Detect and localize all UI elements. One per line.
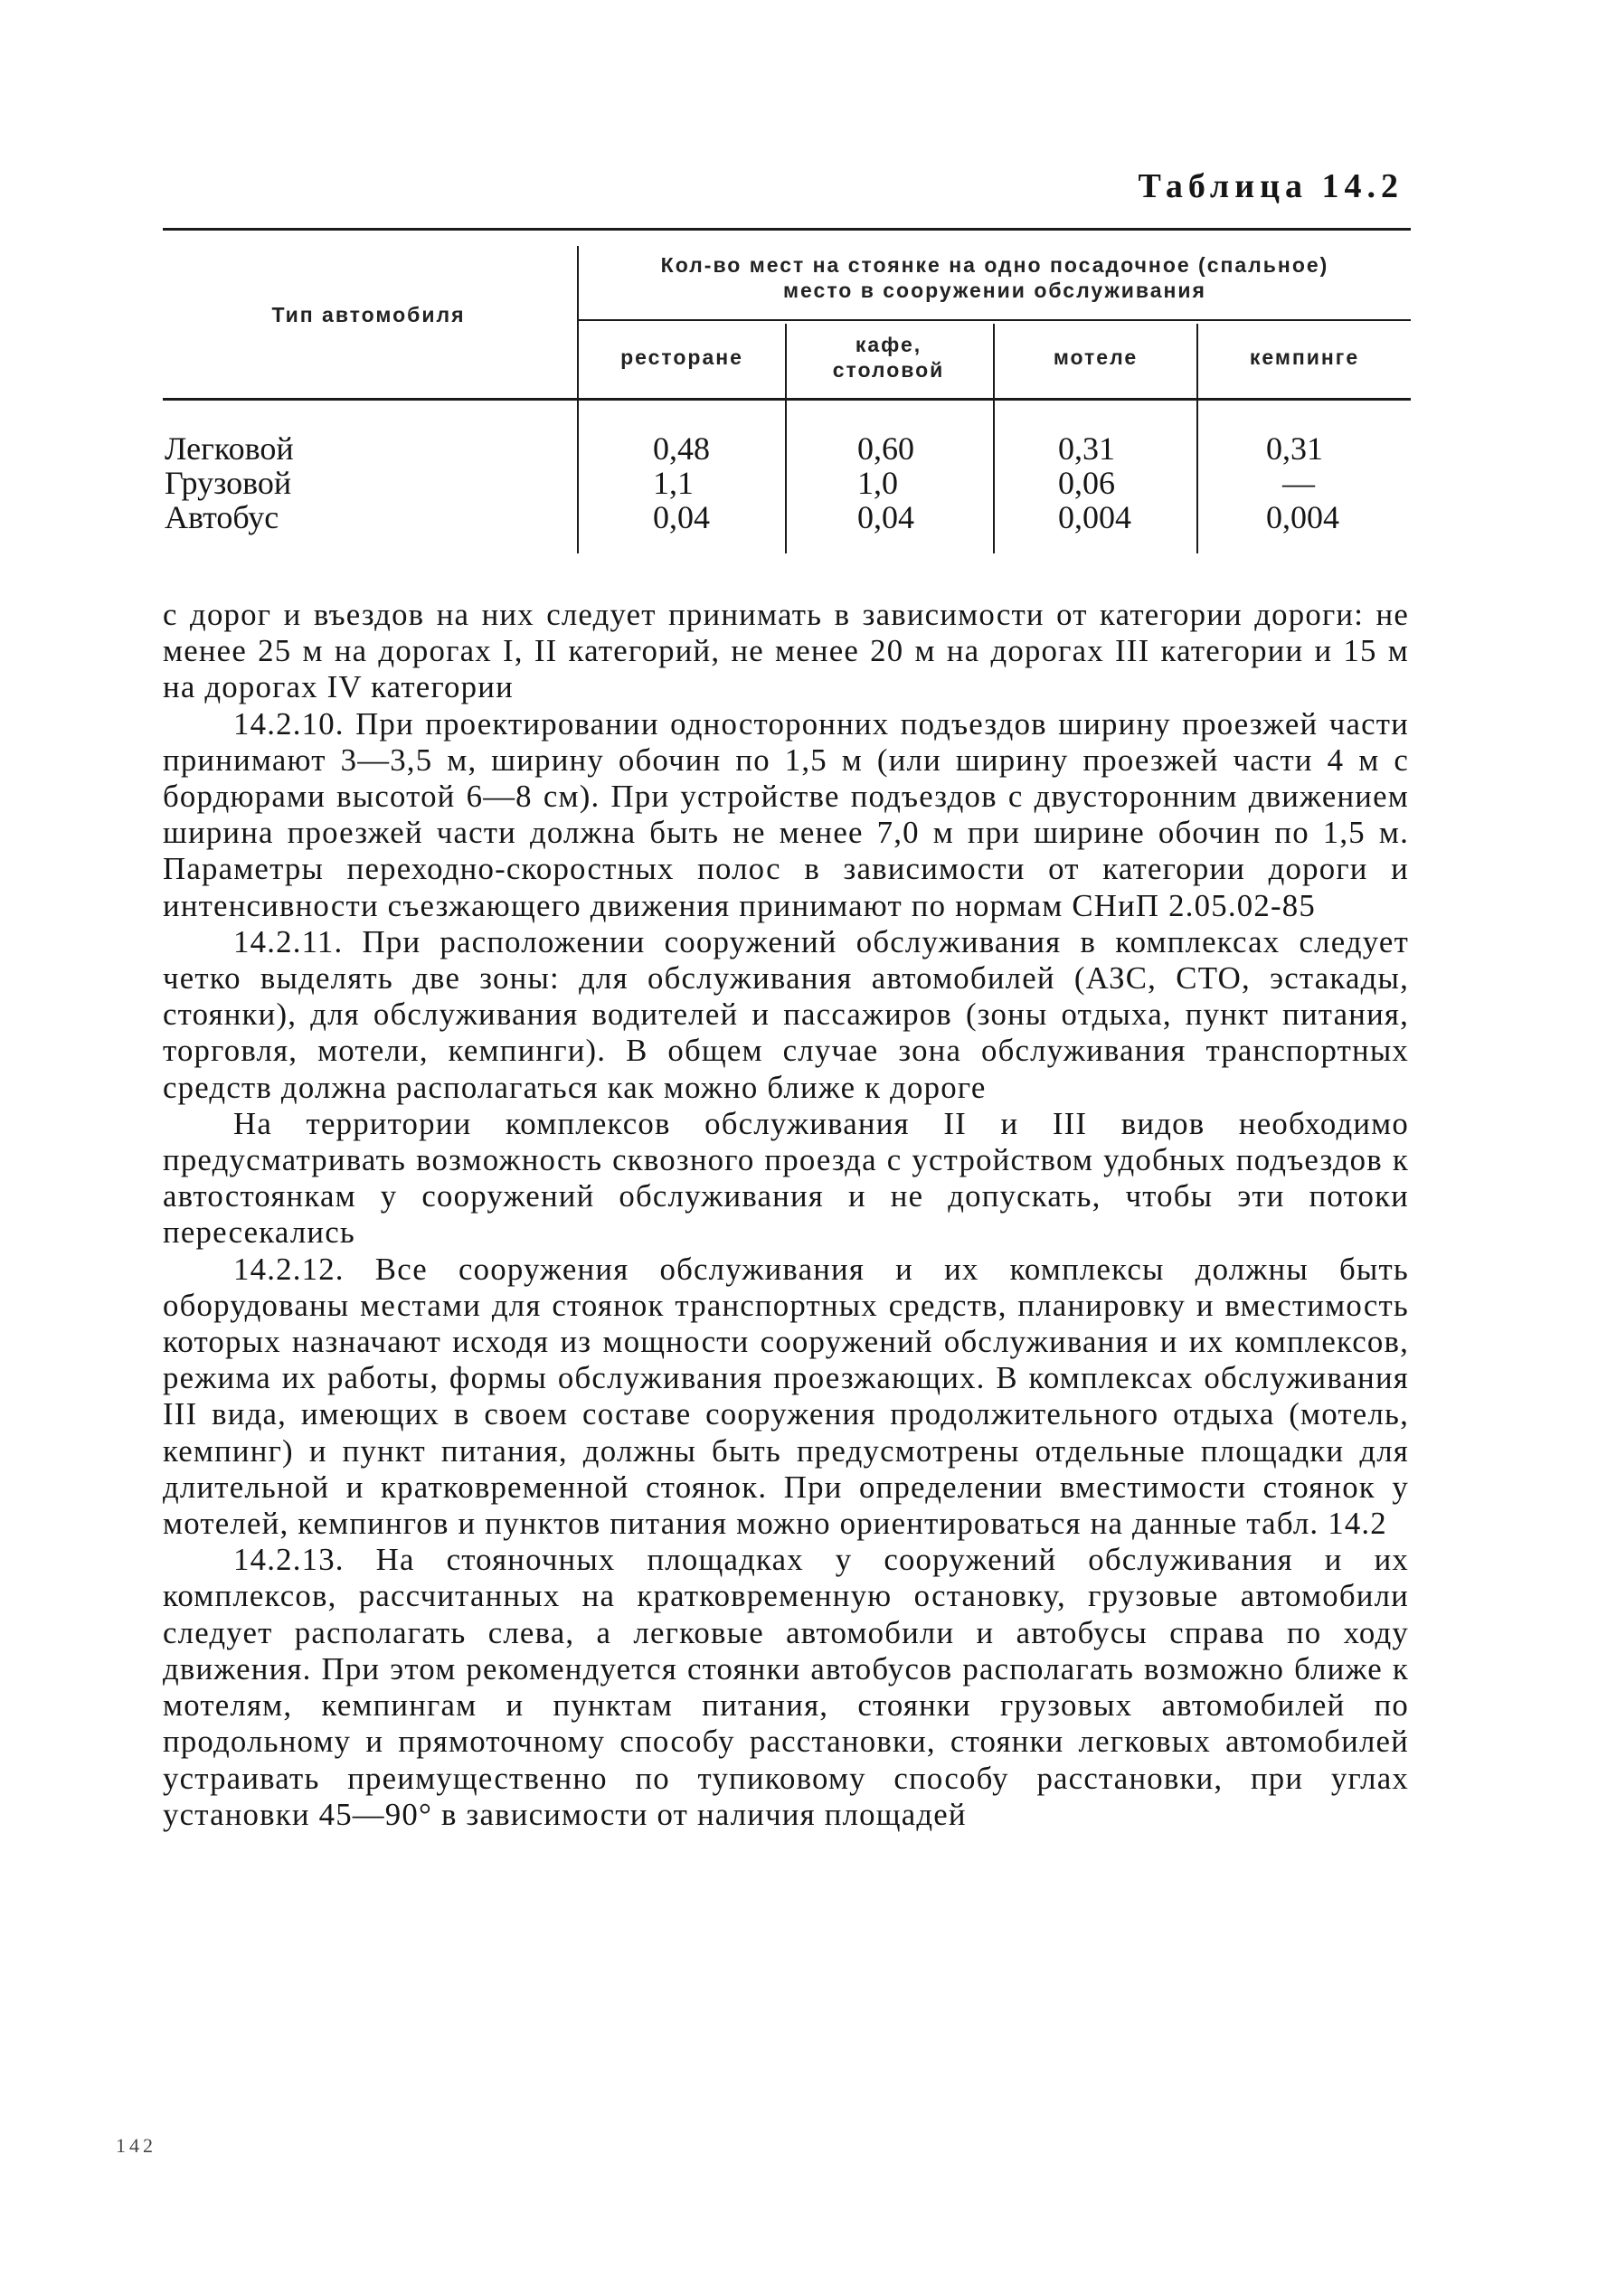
header-vehicle-type: Тип автомобиля: [271, 303, 466, 326]
cell-truck-cafe: 1,0: [857, 465, 898, 501]
table-group-rule: [579, 319, 1411, 321]
table-col-divider: [577, 246, 579, 553]
cell-bus-cafe: 0,04: [857, 499, 914, 535]
cell-car-restaurant: 0,48: [653, 430, 710, 467]
row-type-car: Легковой: [165, 430, 294, 467]
cell-car-cafe: 0,60: [857, 430, 914, 467]
paragraph: 14.2.10. При проектировании односторонних подъездов ширину проезжей части принимают 3—3,5 м, ширину обочин по 1,5 м (или ширину проезжей части 4 м с бордюрами высотой 6—8 см). При устройстве подъездов с двусторонним движением ширина проезжей части должна быть не менее 7,0 м при ширине обочин по 1,5 м. Параметры переходно-скоростных полос в зависимости от категории дороги и интенсивности съезжающего движения принимают по нормам СНиП 2.05.02-85: [163, 705, 1409, 923]
body-text: [163, 597, 1409, 1833]
cell-truck-motel: 0,06: [1058, 465, 1115, 501]
row-type-truck: Грузовой: [165, 465, 292, 501]
cell-car-motel: 0,31: [1058, 430, 1115, 467]
cell-bus-motel: 0,004: [1058, 499, 1131, 535]
table-header-rule: [163, 398, 1411, 401]
row-type-bus: Автобус: [165, 499, 279, 535]
table-caption: Таблица 14.2: [1138, 167, 1404, 205]
paragraph: 14.2.13. На стояночных площадках у сооружений обслуживания и их комплексов, рассчитанных на кратковременную остановку, грузовые автомобили следует располагать слева, а легковые автомобили и автобусы справа по ходу движения. При этом рекомендуется стоянки автобусов располагать возможно ближе к мотелям, кемпингам и пунктам питания, стоянки грузовых автомобилей по продольному и прямоточному способу расстановки, стоянки легковых автомобилей устраивать преимущественно по тупиковому способу расстановки, при углах установки 45—90° в зависимости от наличия площадей: [163, 1542, 1409, 1832]
header-col-camping: кемпинге: [1249, 345, 1360, 369]
paragraph: 14.2.11. При расположении сооружений обслуживания в комплексах следует четко выделять две зоны: для обслуживания автомобилей (АЗС, СТО, эстакады, стоянки), для обслуживания водителей и пассажиров (зоны отдыха, пункт питания, торговля, мотели, кемпинги). В общем случае зона обслуживания транспортных средств должна располагаться как можно ближе к дороге: [163, 923, 1409, 1105]
paragraph: На территории комплексов обслуживания II и III видов необходимо предусматривать возможность сквозного проезда с устройством удобных подъездов к автостоянкам у сооружений обслуживания и не допускать, чтобы эти потоки пересекались: [163, 1105, 1409, 1251]
cell-truck-camping: —: [1282, 465, 1315, 501]
table-top-rule: [163, 228, 1411, 231]
cell-truck-restaurant: 1,1: [653, 465, 694, 501]
header-col-cafe: кафе, столовой: [832, 333, 945, 382]
header-group: Кол-во мест на стоянке на одно посадочное (спальное) место в сооружении обслуживания: [660, 253, 1329, 302]
paragraph: 14.2.12. Все сооружения обслуживания и их комплексы должны быть оборудованы местами для стоянок транспортных средств, планировку и вместимость которых назначают исходя из мощности сооружений обслуживания и их комплексов, режима их работы, формы обслуживания проезжающих. В комплексах обслуживания III вида, имеющих в своем составе сооружения продолжительного отдыха (мотель, кемпинг) и пункт питания, должны быть предусмотрены отдельные площадки для длительной и кратковременной стоянок. При определении вместимости стоянок у мотелей, кемпингов и пунктов питания можно ориентироваться на данные табл. 14.2: [163, 1251, 1409, 1542]
paragraph: с дорог и въездов на них следует принимать в зависимости от категории дороги: не менее 25 м на дорогах I, II категорий, не менее 20 м на дорогах III категории и 15 м на дорогах IV категории: [163, 597, 1409, 705]
table-col-divider: [785, 324, 787, 553]
cell-bus-camping: 0,004: [1266, 499, 1339, 535]
cell-bus-restaurant: 0,04: [653, 499, 710, 535]
page-number: 142: [116, 2134, 156, 2157]
header-col-motel: мотеле: [1053, 345, 1139, 369]
header-col-restaurant: ресторане: [620, 345, 743, 369]
cell-car-camping: 0,31: [1266, 430, 1323, 467]
